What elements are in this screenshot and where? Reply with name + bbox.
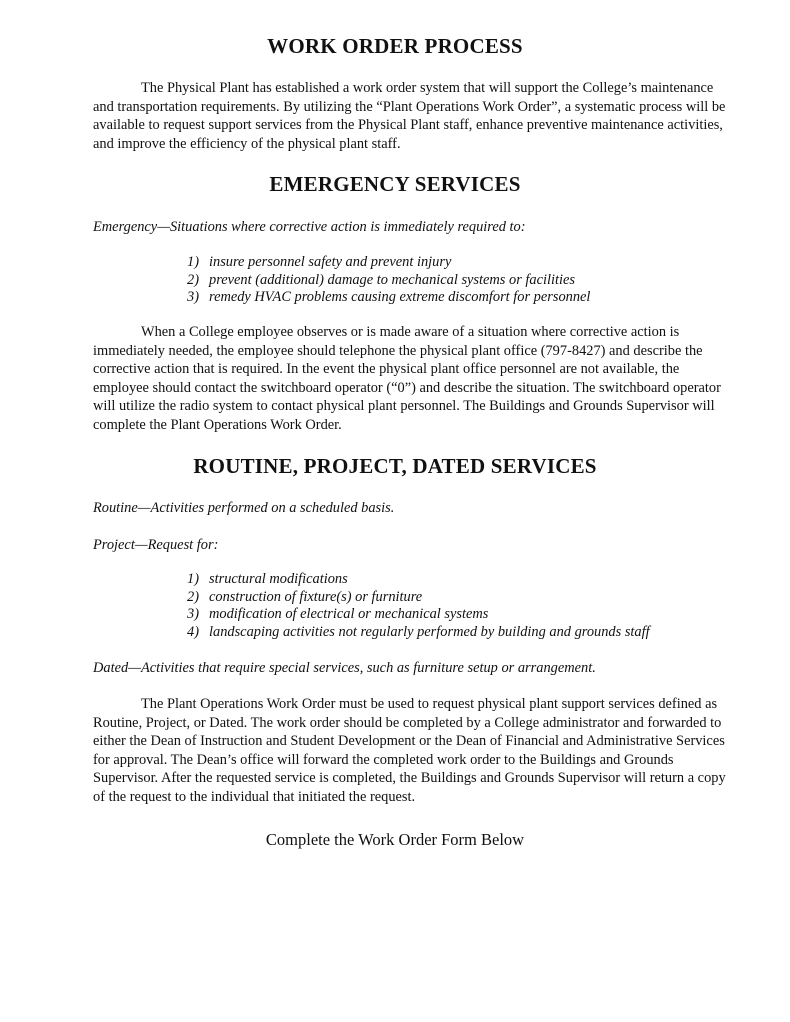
list-item-text: prevent (additional) damage to mechanical systems or facilities <box>209 271 575 288</box>
list-item-number: 2) <box>187 588 199 605</box>
emergency-definition: Emergency—Situations where corrective action is immediately required to: <box>93 219 526 235</box>
list-item-number: 4) <box>187 623 199 640</box>
routine-definition: Routine—Activities performed on a scheduled basis. <box>93 500 395 516</box>
list-item <box>187 624 747 642</box>
list-item-number: 3) <box>187 606 199 623</box>
list-item-text: modification of electrical or mechanical systems <box>209 606 489 623</box>
list-item <box>187 571 747 589</box>
list-item-text: landscaping activities not regularly performed by building and grounds staff <box>209 623 650 640</box>
list-item-text: insure personnel safety and prevent injury <box>209 254 452 270</box>
emergency-procedure-paragraph: When a College employee observes or is made aware of a situation where corrective action is immediately needed, the employee should telephone the physical plant office (797-8427) and describe the corrective action that is required. In the event the physical plant office personnel are not available, the employee should contact the switchboard operator (“0”) and describe the situation. The switchboard operator will utilize the radio system to contact physical plant personnel. The Buildings and Grounds Supervisor will complete the Plant Operations Work Order. <box>93 324 721 433</box>
heading-routine-project-dated-services: ROUTINE, PROJECT, DATED SERVICES <box>193 454 597 478</box>
dated-definition: Dated—Activities that require special services, such as furniture setup or arrangement. <box>93 660 596 676</box>
list-item-text: structural modifications <box>209 571 348 587</box>
list-item <box>187 272 747 290</box>
heading-work-order-process: WORK ORDER PROCESS <box>267 34 523 58</box>
list-item-text: construction of fixture(s) or furniture <box>209 588 423 605</box>
list-item <box>187 289 747 307</box>
list-item-number: 2) <box>187 271 199 288</box>
work-order-usage-paragraph: The Plant Operations Work Order must be used to request physical plant support services defined as Routine, Project, or Dated. The work order should be completed by a College administrator and forwarded to either the Dean of Instruction and Student Development or the Dean of Financial and Administrative Services for approval. The Dean’s office will forward the completed work order to the Buildings and Grounds Supervisor. After the requested service is completed, the Buildings and Grounds Supervisor will return a copy of the request to the individual that initiated the request. <box>93 696 726 805</box>
work-order-intro-paragraph: The Physical Plant has established a work order system that will support the College’s maintenance and transportation requirements. By utilizing the “Plant Operations Work Order”, a systematic process will be available to request support services from the Physical Plant staff, enhance preventive maintenance activities, and improve the efficiency of the physical plant staff. <box>93 80 726 152</box>
list-item-number: 1) <box>187 571 199 587</box>
emergency-list <box>187 254 747 307</box>
list-item-number: 3) <box>187 289 199 306</box>
list-item-text: remedy HVAC problems causing extreme discomfort for personnel <box>209 289 591 306</box>
heading-emergency-services: EMERGENCY SERVICES <box>269 172 521 196</box>
project-list <box>187 571 747 641</box>
list-item <box>187 254 747 272</box>
project-definition: Project—Request for: <box>93 537 219 553</box>
list-item <box>187 589 747 607</box>
complete-form-instruction: Complete the Work Order Form Below <box>265 830 525 849</box>
list-item-number: 1) <box>187 254 199 270</box>
list-item <box>187 606 747 624</box>
